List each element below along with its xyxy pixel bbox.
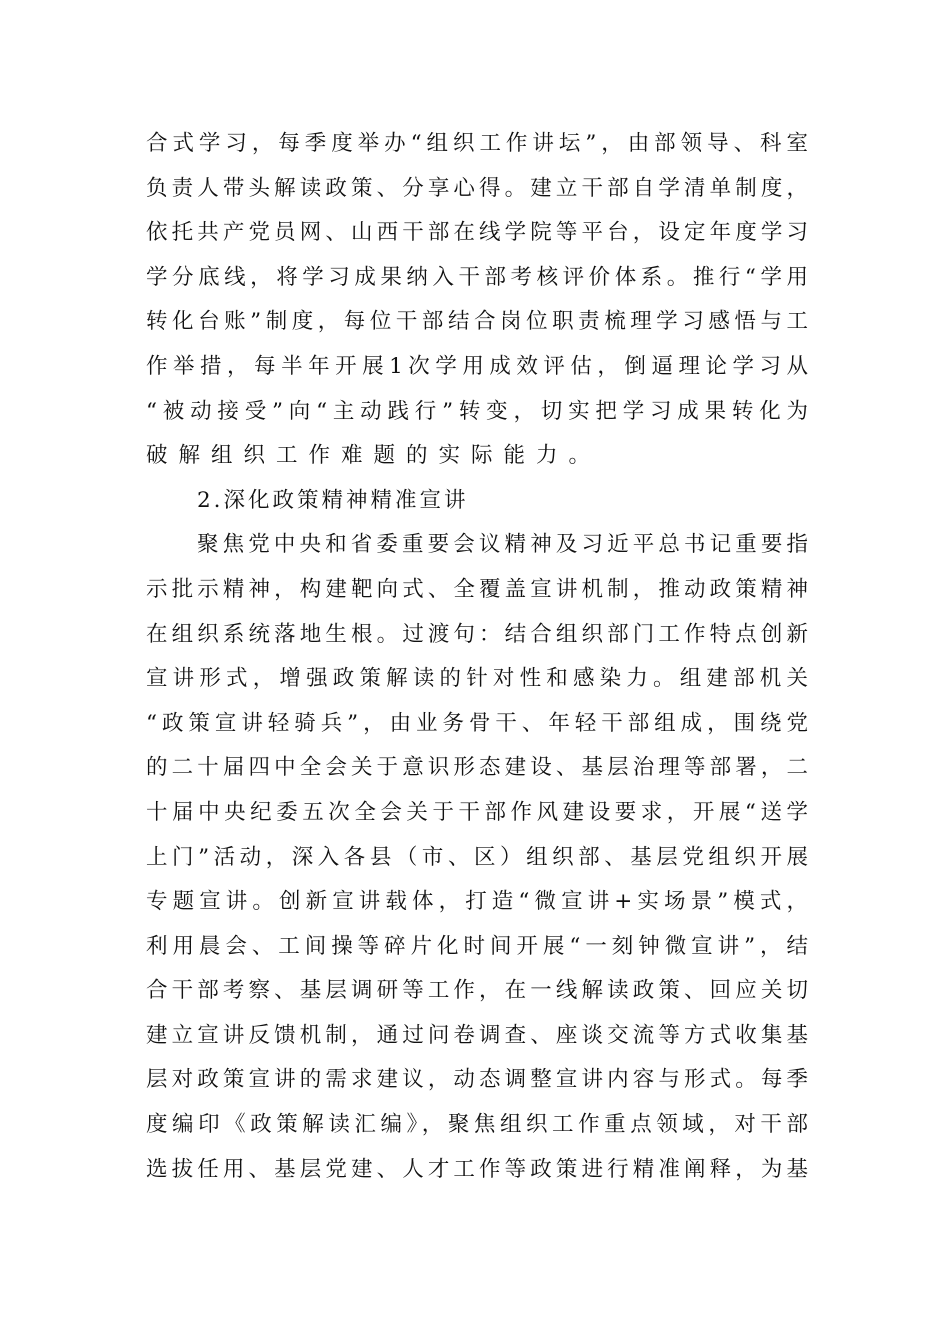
text-line: 示批示精神，构建靶向式、全覆盖宣讲机制，推动政策精神	[146, 576, 808, 602]
text-line: 破解组织工作难题的实际能力。	[146, 443, 602, 469]
document-page	[146, 122, 808, 1192]
text-line: “政策宣讲轻骑兵”，由业务骨干、年轻干部组成，围绕党	[146, 710, 808, 736]
text-line: 十届中央纪委五次全会关于干部作风建设要求，开展“送学	[146, 799, 808, 825]
text-line: 上门”活动，深入各县（市、区）组织部、基层党组织开展	[146, 844, 808, 870]
text-line: 宣讲形式，增强政策解读的针对性和感染力。组建部机关	[146, 666, 808, 692]
text-line: 层对政策宣讲的需求建议，动态调整宣讲内容与形式。每季	[146, 1067, 808, 1093]
text-line: 合式学习，每季度举办“组织工作讲坛”，由部领导、科室	[146, 131, 808, 156]
text-line: 专题宣讲。创新宣讲载体，打造“微宣讲+实场景”模式，	[146, 889, 808, 915]
text-line: 的二十届四中全会关于意识形态建设、基层治理等部署，二	[146, 755, 808, 781]
text-line: 聚焦党中央和省委重要会议精神及习近平总书记重要指	[197, 532, 808, 558]
text-line: 建立宣讲反馈机制，通过问卷调查、座谈交流等方式收集基	[146, 1022, 808, 1048]
text-line: 合干部考察、基层调研等工作，在一线解读政策、回应关切	[146, 978, 808, 1004]
text-line: 作举措，每半年开展1次学用成效评估，倒逼理论学习从	[146, 353, 808, 379]
section-heading: 2.深化政策精神精准宣讲	[197, 487, 469, 513]
paragraph-policy-promotion	[146, 523, 808, 1192]
text-line: 学分底线，将学习成果纳入干部考核评价体系。推行“学用	[146, 264, 808, 290]
text-line: 负责人带头解读政策、分享心得。建立干部自学清单制度，	[146, 175, 808, 201]
text-line: 依托共产党员网、山西干部在线学院等平台，设定年度学习	[146, 220, 808, 246]
paragraph-study-mechanism	[146, 122, 808, 479]
text-line: 选拔任用、基层党建、人才工作等政策进行精准阐释，为基	[146, 1156, 808, 1182]
text-line: “被动接受”向“主动践行”转变，切实把学习成果转化为	[146, 398, 808, 424]
text-line: 利用晨会、工间操等碎片化时间开展“一刻钟微宣讲”，结	[146, 933, 808, 959]
text-line: 度编印《政策解读汇编》，聚焦组织工作重点领域，对干部	[146, 1112, 808, 1138]
text-line: 在组织系统落地生根。过渡句：结合组织部门工作特点创新	[146, 621, 808, 647]
text-line: 转化台账”制度，每位干部结合岗位职责梳理学习感悟与工	[146, 309, 808, 335]
